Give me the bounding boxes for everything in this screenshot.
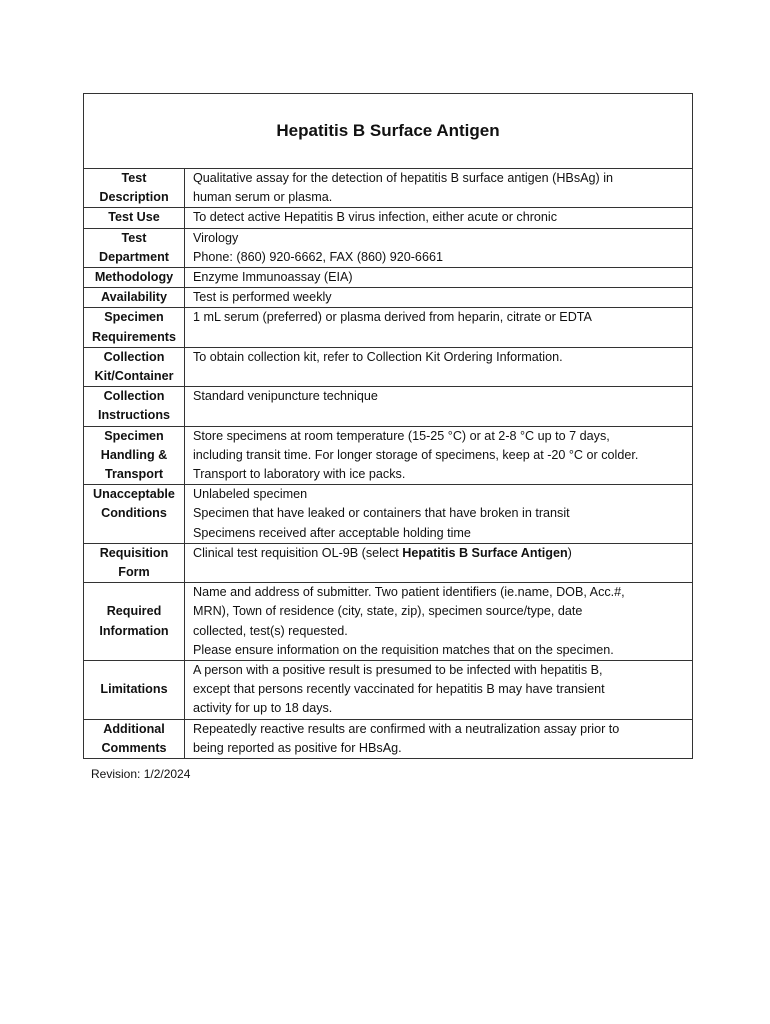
label-line: Instructions <box>97 408 171 423</box>
table-row <box>84 268 693 288</box>
row-value-collection-kit <box>185 347 693 386</box>
row-value-specimen-handling <box>185 426 693 485</box>
value-line: Store specimens at room temperature (15-25 °C) or at 2-8 °C up to 7 days, <box>193 428 610 443</box>
table-row <box>84 543 693 582</box>
row-label-collection-instructions <box>84 387 185 426</box>
value-line: Standard venipuncture technique <box>193 389 378 404</box>
row-label-collection-kit <box>84 347 185 386</box>
label-line: Limitations <box>100 682 168 697</box>
value-line: Transport to laboratory with ice packs. <box>193 467 406 482</box>
row-value-test-use <box>185 208 693 228</box>
table-row <box>84 661 693 720</box>
label-line: Required <box>106 604 162 619</box>
row-label-availability <box>84 288 185 308</box>
row-value-unacceptable-conditions <box>185 485 693 544</box>
value-line: human serum or plasma. <box>193 190 333 205</box>
row-label-required-information <box>84 583 185 661</box>
row-label-specimen-handling <box>84 426 185 485</box>
value-line: Unlabeled specimen <box>193 487 308 502</box>
value-line: Please ensure information on the requisition matches that on the specimen. <box>193 642 614 657</box>
value-line: except that persons recently vaccinated for hepatitis B may have transient <box>193 682 605 697</box>
requisition-test-name: Hepatitis B Surface Antigen <box>402 545 568 560</box>
row-label-additional-comments <box>84 719 185 758</box>
value-line: including transit time. For longer storage of specimens, keep at -20 °C or colder. <box>193 447 639 462</box>
row-label-test-department <box>84 228 185 267</box>
label-line: Transport <box>104 467 164 482</box>
label-line: Department <box>99 249 169 264</box>
row-label-test-use <box>84 208 185 228</box>
label-line: Handling & <box>100 447 168 462</box>
label-line: Information <box>99 623 169 638</box>
row-value-limitations <box>185 661 693 720</box>
row-label-limitations <box>84 661 185 720</box>
label-line: Comments <box>101 740 167 755</box>
value-line: Repeatedly reactive results are confirmed with a neutralization assay prior to <box>193 721 620 736</box>
value-line: 1 mL serum (preferred) or plasma derived from heparin, citrate or EDTA <box>193 310 592 325</box>
value-line: A person with a positive result is presumed to be infected with hepatitis B, <box>193 663 603 678</box>
title-row <box>84 94 693 169</box>
label-line: Conditions <box>101 506 167 521</box>
row-value-requisition-form <box>185 543 693 582</box>
value-line: Specimens received after acceptable holding time <box>193 525 471 540</box>
label-line: Methodology <box>94 270 174 285</box>
label-line: Description <box>99 190 169 205</box>
row-label-methodology <box>84 268 185 288</box>
table-row <box>84 485 693 544</box>
label-line: Requisition <box>99 545 169 560</box>
value-line: activity for up to 18 days. <box>193 701 333 716</box>
value-line: collected, test(s) requested. <box>193 623 348 638</box>
row-value-collection-instructions <box>185 387 693 426</box>
value-line: Test is performed weekly <box>193 290 332 305</box>
label-line: Additional <box>103 721 165 736</box>
label-line: Specimen <box>104 310 164 325</box>
label-line: Test <box>121 230 147 245</box>
label-line: Collection <box>103 349 165 364</box>
table-row <box>84 208 693 228</box>
value-line: Name and address of submitter. Two patient identifiers (ie.name, DOB, Acc.#, <box>193 585 625 600</box>
test-info-table <box>83 93 693 759</box>
row-label-unacceptable-conditions <box>84 485 185 544</box>
table-row <box>84 169 693 208</box>
row-value-test-description <box>185 169 693 208</box>
label-line: Form <box>118 565 150 580</box>
label-line: Kit/Container <box>94 369 174 384</box>
row-label-test-description <box>84 169 185 208</box>
value-line: being reported as positive for HBsAg. <box>193 740 402 755</box>
table-row <box>84 426 693 485</box>
row-value-required-information <box>185 583 693 661</box>
label-line: Test <box>121 171 147 185</box>
label-line: Specimen <box>104 428 164 443</box>
value-line: Enzyme Immunoassay (EIA) <box>193 270 353 285</box>
row-value-availability <box>185 288 693 308</box>
label-line: Collection <box>103 389 165 404</box>
value-line: MRN), Town of residence (city, state, zip), specimen source/type, date <box>193 604 583 619</box>
value-line: To detect active Hepatitis B virus infection, either acute or chronic <box>193 210 557 225</box>
revision-date: Revision: 1/2/2024 <box>91 767 191 781</box>
requisition-text-end: ) <box>567 545 572 560</box>
value-line: To obtain collection kit, refer to Collection Kit Ordering Information. <box>193 349 563 364</box>
table-row <box>84 288 693 308</box>
row-value-test-department <box>185 228 693 267</box>
value-line: Qualitative assay for the detection of hepatitis B surface antigen (HBsAg) in <box>193 171 614 185</box>
label-line: Unacceptable <box>93 487 175 502</box>
row-value-methodology <box>185 268 693 288</box>
label-line: Availability <box>100 290 168 305</box>
table-row <box>84 228 693 267</box>
table-row <box>84 719 693 758</box>
table-row <box>84 308 693 347</box>
row-label-requisition-form <box>84 543 185 582</box>
row-label-specimen-requirements <box>84 308 185 347</box>
row-value-additional-comments <box>185 719 693 758</box>
title-cell <box>84 94 693 169</box>
requisition-text: Clinical test requisition OL-9B (select <box>193 545 403 560</box>
table-row <box>84 387 693 426</box>
value-line <box>193 544 686 563</box>
value-line: Virology <box>193 230 239 245</box>
label-line: Test Use <box>108 210 160 225</box>
value-line: Specimen that have leaked or containers that have broken in transit <box>193 506 570 521</box>
document-title: Hepatitis B Surface Antigen <box>276 121 500 141</box>
row-value-specimen-requirements <box>185 308 693 347</box>
value-line: Phone: (860) 920-6662, FAX (860) 920-6661 <box>193 249 443 264</box>
table-row <box>84 347 693 386</box>
table-row <box>84 583 693 661</box>
label-line: Requirements <box>92 329 176 344</box>
